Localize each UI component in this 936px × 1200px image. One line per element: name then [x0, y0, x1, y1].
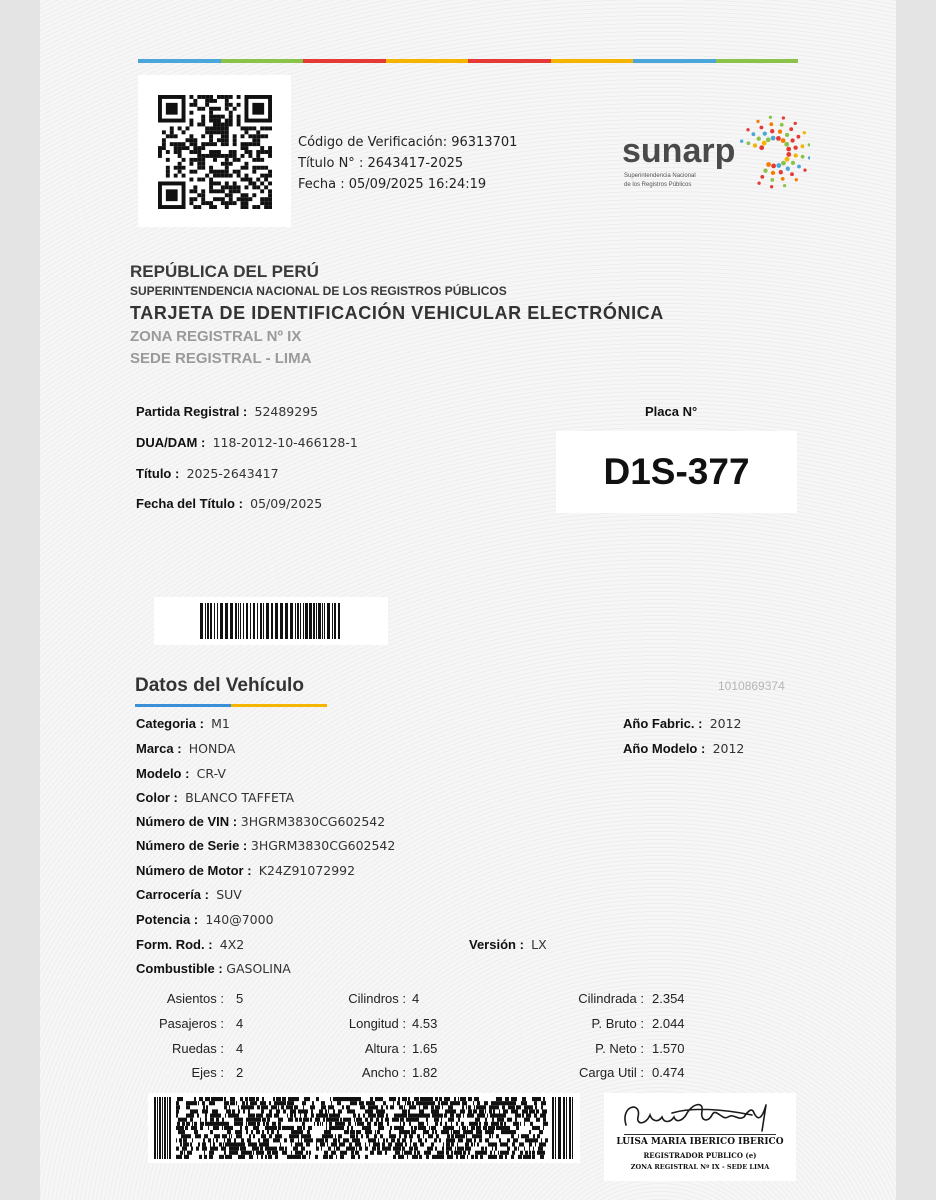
pneto-label: P. Neto :: [595, 1041, 644, 1056]
motor-value: K24Z91072992: [258, 863, 356, 878]
sunarp-tagline-1: Superintendencia Nacional: [624, 173, 696, 179]
header-sede: SEDE REGISTRAL - LIMA: [130, 350, 312, 367]
modelo-label: Modelo :: [136, 766, 190, 781]
dua-label: DUA/DAM :: [136, 435, 206, 450]
vin-label: Número de VIN :: [136, 814, 238, 829]
version-row: [469, 937, 547, 952]
verification-title: Título N° : 2643417-2025: [298, 156, 464, 171]
ancho-label: Ancho :: [361, 1065, 406, 1080]
longitud-value: 4.53: [412, 1016, 438, 1031]
combustible-label: Combustible :: [136, 961, 223, 976]
underline-segment: [231, 704, 327, 707]
partida-row: [136, 404, 318, 419]
partida-label: Partida Registral :: [136, 404, 248, 419]
barcode-icon: [200, 603, 340, 639]
fecha-titulo-value: 05/09/2025: [250, 496, 323, 511]
categoria-row: [136, 716, 230, 731]
sunarp-logo-icon: [620, 94, 810, 200]
titulo-row: [136, 466, 279, 481]
serie-label: Número de Serie :: [136, 838, 248, 853]
anio-fabric-row: [623, 716, 742, 731]
header-zona: ZONA REGISTRAL Nº IX: [130, 328, 302, 345]
datos-title: Datos del Vehículo: [135, 675, 304, 696]
underline-segment: [135, 704, 231, 707]
cilindrada-value: 2.354: [652, 991, 685, 1006]
altura-label: Altura :: [364, 1041, 406, 1056]
placa-number: D1S-377: [603, 451, 750, 492]
asientos-value: 5: [236, 991, 244, 1006]
anio-modelo-row: [623, 741, 744, 756]
formrod-row: [136, 937, 244, 952]
color-stripe: [138, 59, 798, 63]
signature-rule: [624, 1134, 776, 1135]
pdf417-barcode-box: [148, 1093, 580, 1163]
signature-block: [604, 1093, 796, 1181]
formrod-value: 4X2: [219, 937, 245, 952]
asientos-label: Asientos :: [166, 991, 224, 1006]
color-value: BLANCO TAFFETA: [185, 790, 295, 805]
categoria-value: M1: [211, 716, 230, 731]
vin-value: 3HGRM3830CG602542: [240, 814, 386, 829]
categoria-label: Categoria :: [136, 716, 204, 731]
pdf417-barcode-icon: [154, 1097, 574, 1159]
small-barcode-box: [154, 597, 388, 645]
carroceria-row: [136, 887, 242, 902]
serie-row: [136, 838, 395, 853]
fecha-titulo-label: Fecha del Título :: [136, 496, 243, 511]
version-label: Versión :: [469, 937, 524, 952]
modelo-value: CR-V: [196, 766, 226, 781]
handwritten-signature: [612, 1095, 788, 1137]
version-value: LX: [531, 937, 547, 952]
stripe-segment: [716, 59, 799, 63]
verification-info: [298, 132, 517, 195]
color-row: [136, 790, 294, 805]
titulo-value: 2025-2643417: [186, 466, 279, 481]
stripe-segment: [468, 59, 551, 63]
signer-name: LUISA MARIA IBERICO IBERICO: [616, 1137, 784, 1147]
cilindrada-label: Cilindrada :: [578, 991, 644, 1006]
anio-modelo-label: Año Modelo :: [623, 741, 706, 756]
ruedas-value: 4: [236, 1041, 244, 1056]
pbruto-label: P. Bruto :: [591, 1016, 644, 1031]
serie-value: 3HGRM3830CG602542: [250, 838, 396, 853]
ruedas-label: Ruedas :: [171, 1041, 224, 1056]
stripe-segment: [221, 59, 304, 63]
stripe-segment: [138, 59, 221, 63]
carroceria-value: SUV: [216, 887, 242, 902]
titulo-label: Título :: [136, 466, 180, 481]
cilindros-label: Cilindros :: [348, 991, 406, 1006]
ejes-label: Ejes :: [191, 1065, 224, 1080]
anio-fabric-value: 2012: [709, 716, 742, 731]
pbruto-value: 2.044: [652, 1016, 685, 1031]
potencia-value: 140@7000: [205, 912, 274, 927]
header-republica: REPÚBLICA DEL PERÚ: [130, 262, 319, 281]
potencia-row: [136, 912, 274, 927]
qr-code-icon: [158, 95, 272, 209]
anio-modelo-value: 2012: [712, 741, 745, 756]
carga-label: Carga Util :: [578, 1065, 644, 1080]
combustible-row: [136, 961, 291, 976]
carga-value: 0.474: [652, 1065, 685, 1080]
ancho-value: 1.82: [412, 1065, 438, 1080]
qr-code-box: [138, 75, 291, 227]
marca-label: Marca :: [136, 741, 182, 756]
modelo-row: [136, 766, 226, 781]
stripe-segment: [633, 59, 716, 63]
signer-zone: ZONA REGISTRAL Nº IX - SEDE LIMA: [630, 1163, 770, 1171]
ejes-value: 2: [236, 1065, 244, 1080]
header-tarjeta: TARJETA DE IDENTIFICACIÓN VEHICULAR ELECTRÓNICA: [130, 303, 664, 323]
cilindros-value: 4: [412, 991, 420, 1006]
combustible-value: GASOLINA: [226, 961, 291, 976]
stripe-segment: [303, 59, 386, 63]
sunarp-tagline-2: de los Registros Públicos: [624, 182, 692, 188]
verification-date: Fecha : 05/09/2025 16:24:19: [298, 177, 487, 192]
datos-underline: [135, 704, 327, 707]
vin-row: [136, 814, 385, 829]
sunarp-logo-text: sunarp: [622, 132, 736, 170]
pneto-value: 1.570: [652, 1041, 685, 1056]
partida-value: 52489295: [254, 404, 319, 419]
signer-role: REGISTRADOR PUBLICO (e): [643, 1151, 757, 1160]
verification-code: Código de Verificación: 96313701: [298, 135, 518, 150]
vehicle-id-card: [40, 0, 896, 1200]
header-superintendencia: SUPERINTENDENCIA NACIONAL DE LOS REGISTROS PÚBLICOS: [130, 284, 507, 298]
sunarp-logo: [620, 94, 810, 200]
color-label: Color :: [136, 790, 178, 805]
altura-value: 1.65: [412, 1041, 438, 1056]
marca-value: HONDA: [188, 741, 236, 756]
formrod-label: Form. Rod. :: [136, 937, 213, 952]
carroceria-label: Carrocería :: [136, 887, 209, 902]
potencia-label: Potencia :: [136, 912, 199, 927]
placa-label: Placa N°: [645, 404, 698, 419]
fecha-titulo-row: [136, 496, 322, 511]
pasajeros-value: 4: [236, 1016, 244, 1031]
marca-row: [136, 741, 235, 756]
anio-fabric-label: Año Fabric. :: [623, 716, 703, 731]
stripe-segment: [551, 59, 634, 63]
dua-row: [136, 435, 358, 450]
stripe-segment: [386, 59, 469, 63]
dua-value: 118-2012-10-466128-1: [212, 435, 358, 450]
pasajeros-label: Pasajeros :: [158, 1016, 224, 1031]
longitud-label: Longitud :: [348, 1016, 406, 1031]
motor-label: Número de Motor :: [136, 863, 252, 878]
placa-box: [556, 431, 797, 513]
document-code: 1010869374: [718, 679, 785, 693]
motor-row: [136, 863, 355, 878]
